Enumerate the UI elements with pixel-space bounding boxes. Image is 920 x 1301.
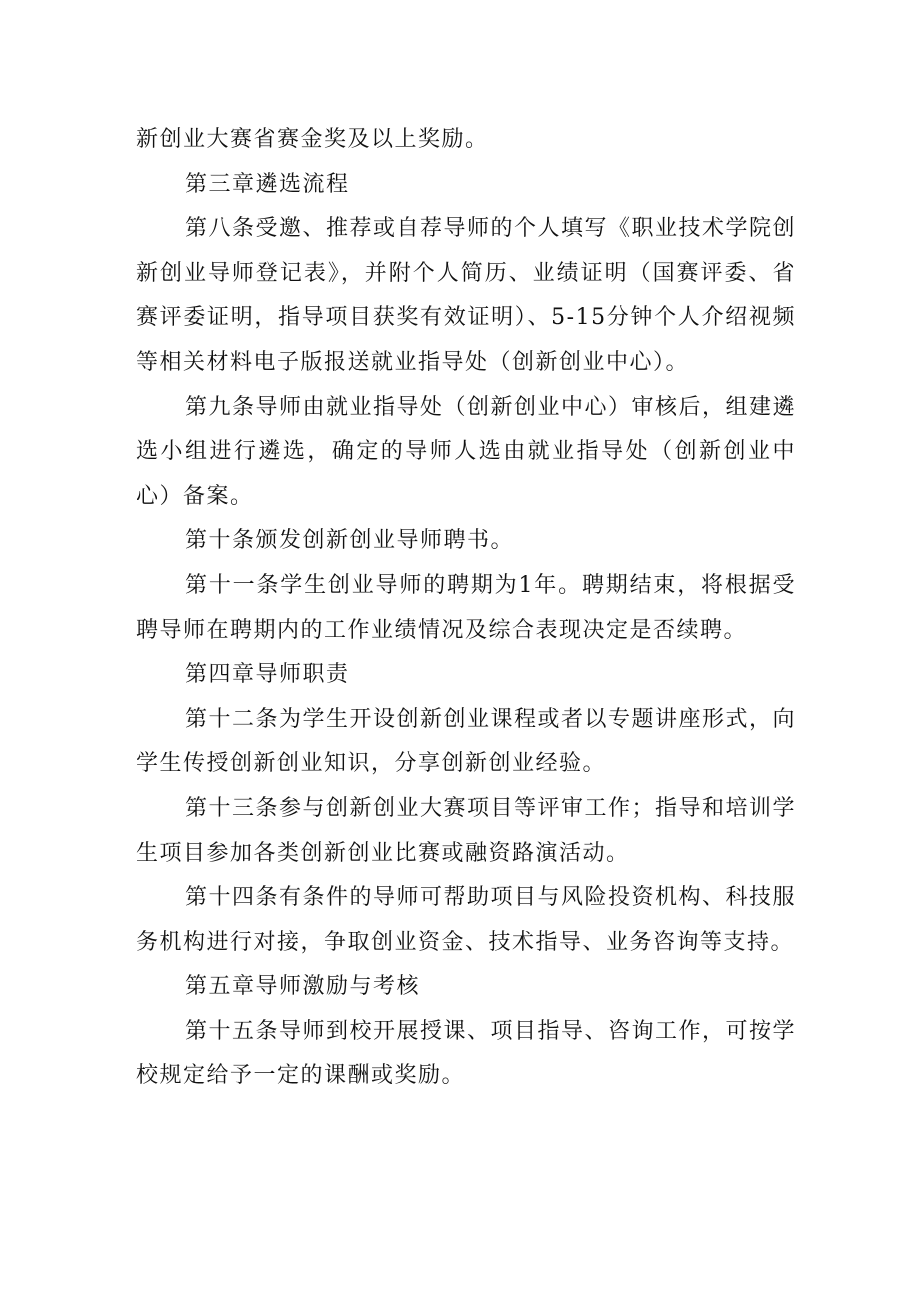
- article-8: 第八条受邀、推荐或自荐导师的个人填写《职业技术学院创新创业导师登记表》，并附个人简历、业绩证明（国赛评委、省赛评委证明，指导项目获奖有效证明）、5-15分钟个人介绍视频等相关材料电子版报送就业指导处（创新创业中心）。: [136, 216, 797, 375]
- article-10: 第十条颁发创新创业导师聘书。: [185, 528, 515, 554]
- article-15: 第十五条导师到校开展授课、项目指导、咨询工作，可按学校规定给予一定的课酬或奖励。: [136, 1018, 797, 1089]
- chapter-heading-3: 第三章遴选流程: [185, 171, 350, 197]
- article-14: 第十四条有条件的导师可帮助项目与风险投资机构、科技服务机构进行对接，争取创业资金、技术指导、业务咨询等支持。: [136, 885, 797, 955]
- chapter-heading-4: 第四章导师职责: [185, 662, 350, 688]
- article-13: 第十三条参与创新创业大赛项目等评审工作；指导和培训学生项目参加各类创新创业比赛或融资路演活动。: [136, 795, 797, 866]
- paragraph-continuation: 新创业大赛省赛金奖及以上奖励。: [136, 127, 489, 152]
- document-body: [136, 118, 796, 1099]
- article-11: 第十一条学生创业导师的聘期为1年。聘期结束，将根据受聘导师在聘期内的工作业绩情况及综合表现决定是否续聘。: [136, 572, 796, 643]
- chapter-heading-5: 第五章导师激励与考核: [185, 974, 421, 1000]
- article-9: 第九条导师由就业指导处（创新创业中心）审核后，组建遴选小组进行遴选，确定的导师人选由就业指导处（创新创业中心）备案。: [136, 394, 797, 509]
- article-12: 第十二条为学生开设创新创业课程或者以专题讲座形式，向学生传授创新创业知识，分享创新创业经验。: [136, 706, 797, 777]
